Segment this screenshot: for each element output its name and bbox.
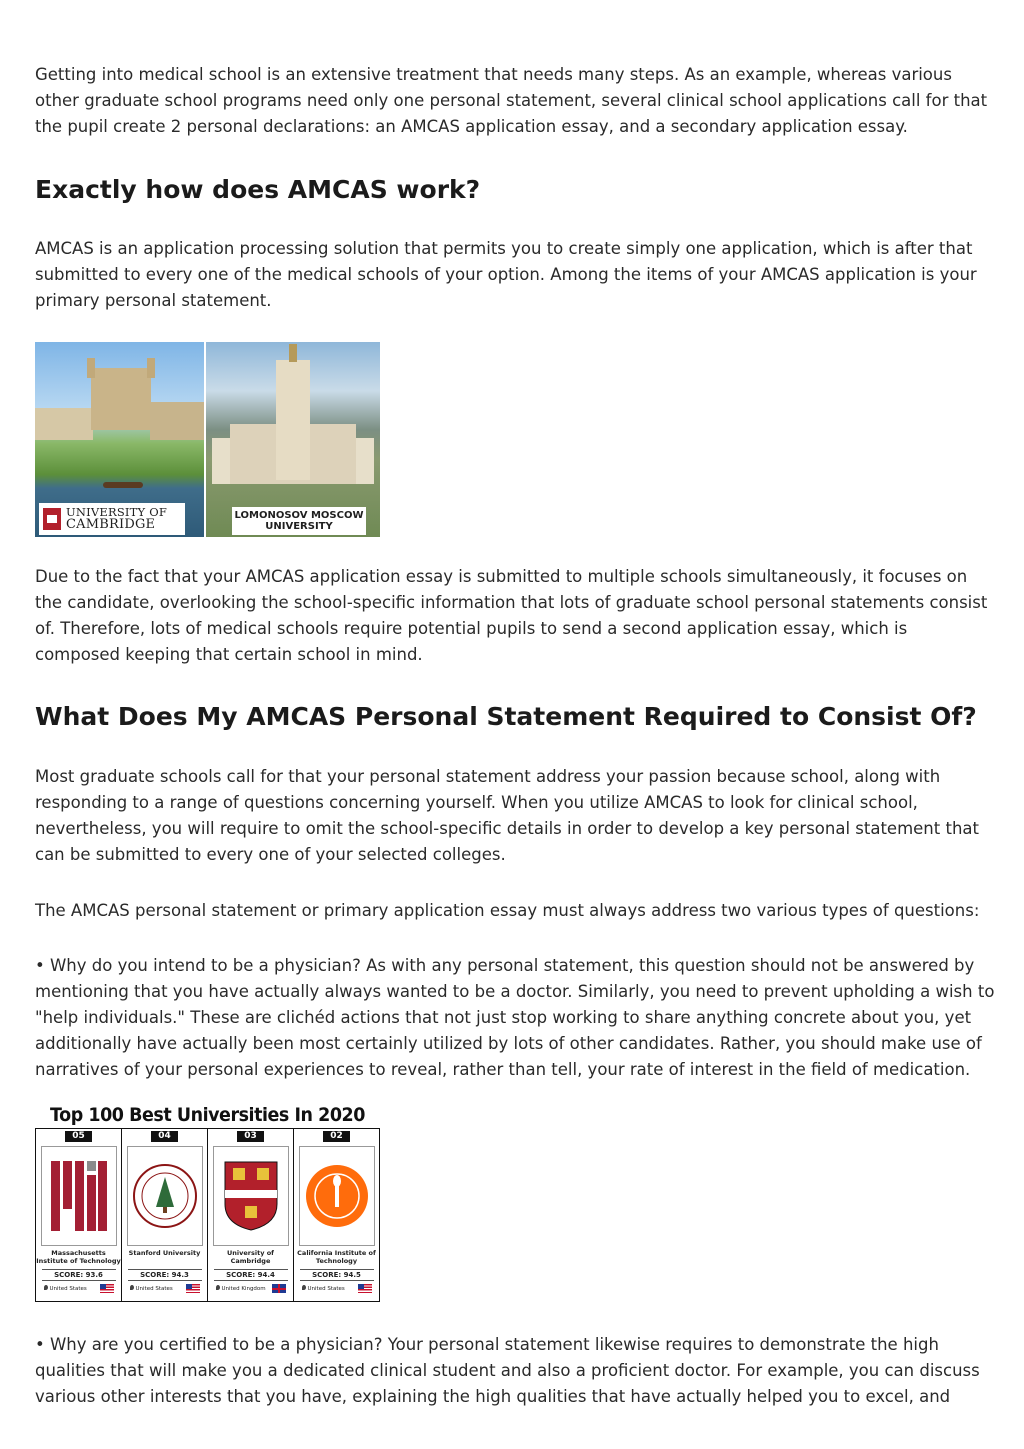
university-name: University of Cambridge — [227, 1249, 274, 1265]
location-pin-icon — [44, 1285, 48, 1290]
requirements-paragraph: Most graduate schools call for that your personal statement address your passion because school, along with responding to a range of questions concerning yourself. When you utilize AMCAS to look for clinical school, nevertheless, you will require to omit the school-specific details in order to develop a key personal statement that can be submitted to every one of your selected colleges. — [35, 767, 979, 864]
uk-flag-icon — [272, 1284, 286, 1293]
location-pin-icon — [216, 1285, 220, 1290]
secondary-essay-paragraph: Due to the fact that your AMCAS application essay is submitted to multiple schools simultaneously, it focuses on the candidate, overlooking the school-specific information that lots of graduate school personal statements consist of. Therefore, lots of medical schools require potential pupils to send a second application essay, which is composed keeping that certain school in mind. — [35, 567, 988, 664]
stanford-seal-icon — [127, 1146, 203, 1246]
cambridge-banner-line2: CAMBRIDGE — [66, 517, 156, 532]
moscow-banner-line2: UNIVERSITY — [265, 521, 333, 532]
rank-number: 02 — [323, 1131, 350, 1142]
caltech-seal-icon — [299, 1146, 375, 1246]
mit-logo-icon — [41, 1146, 117, 1246]
ranking-card — [122, 1129, 208, 1301]
rank-number: 05 — [65, 1131, 92, 1142]
cambridge-crest-icon — [43, 508, 61, 530]
cambridge-banner-line1: UNIVERSITY OF — [66, 505, 168, 519]
why-certified-bullet: • Why are you certified to be a physician? Your personal statement likewise requires to demonstrate the high qualities that will make you a dedicated clinical student and also a proficient doctor. For example, you can discuss various other interests that you have, explaining the high qualities that have actually helped you to excel, and — [35, 1335, 980, 1406]
cambridge-crest-icon — [213, 1146, 289, 1246]
university-score: SCORE: 94.3 — [128, 1269, 202, 1281]
university-score: SCORE: 93.6 — [42, 1269, 116, 1281]
ranking-title: Top 100 Best Universities In 2020 — [50, 1104, 365, 1126]
university-ranking-image — [35, 1104, 380, 1302]
ranking-card — [294, 1129, 379, 1301]
intro-paragraph: Getting into medical school is an extensive treatment that needs many steps. As an example, whereas various other graduate school programs need only one personal statement, several clinical school applications call for that the pupil create 2 personal declarations: an AMCAS application essay, and a secondary application essay. — [35, 65, 988, 136]
moscow-banner-line1: LOMONOSOV MOSCOW — [234, 510, 364, 521]
rank-number: 04 — [151, 1131, 178, 1142]
cambridge-banner — [39, 503, 185, 535]
university-location: United States — [307, 1286, 345, 1292]
campus-collage-image — [35, 342, 380, 537]
university-location: United States — [135, 1286, 173, 1292]
us-flag-icon — [358, 1284, 372, 1293]
rank-number: 03 — [237, 1131, 264, 1142]
university-name: California Institute of Technology — [297, 1249, 376, 1265]
cambridge-photo — [35, 342, 204, 537]
university-name: Stanford University — [128, 1249, 201, 1257]
two-types-paragraph: The AMCAS personal statement or primary application essay must always address two various types of questions: — [35, 901, 980, 920]
us-flag-icon — [100, 1284, 114, 1293]
heading-how-amcas-works: Exactly how does AMCAS work? — [35, 175, 481, 204]
why-physician-bullet: • Why do you intend to be a physician? As with any personal statement, this question should not be answered by mentioning that you have actually always wanted to be a doctor. Similarly, you need to prevent upholding a wish to "help individuals." These are clichéd actions that not just stop working to share anything concrete about you, yet additionally have actually been most certainly utilized by lots of other candidates. Rather, you should make use of narratives of your personal experiences to reveal, rather than tell, your rate of interest in the field of medication. — [35, 956, 995, 1079]
moscow-photo — [206, 342, 380, 537]
university-score: SCORE: 94.4 — [214, 1269, 288, 1281]
university-location: United States — [49, 1286, 87, 1292]
university-name: Massachusetts Institute of Technology — [36, 1249, 121, 1265]
location-pin-icon — [130, 1285, 134, 1290]
university-score: SCORE: 94.5 — [300, 1269, 374, 1281]
ranking-card — [36, 1129, 122, 1301]
us-flag-icon — [186, 1284, 200, 1293]
heading-what-statement: What Does My AMCAS Personal Statement Required to Consist Of? — [35, 702, 977, 731]
location-pin-icon — [302, 1285, 306, 1290]
university-location: United Kingdom — [221, 1286, 266, 1292]
amcas-description-paragraph: AMCAS is an application processing solution that permits you to create simply one application, which is after that submitted to every one of the medical schools of your option. Among the items of your AMCAS application is your primary personal statement. — [35, 239, 977, 310]
ranking-card — [208, 1129, 294, 1301]
moscow-banner — [232, 507, 366, 535]
